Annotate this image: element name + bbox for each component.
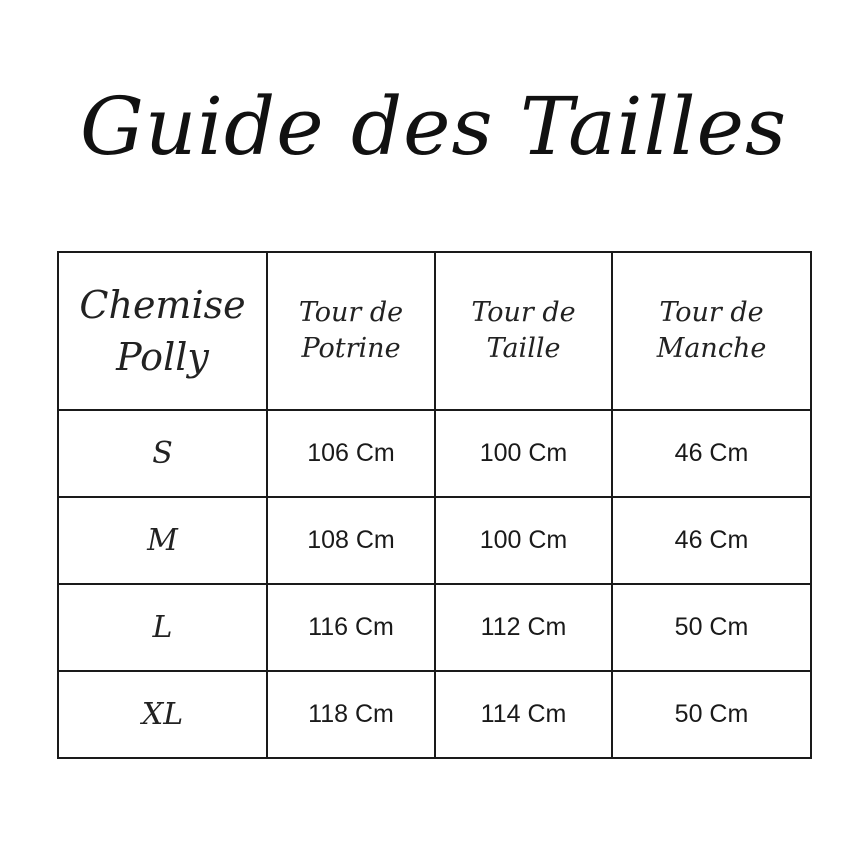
size-chart-table xyxy=(57,251,812,759)
size-label: L xyxy=(58,584,267,671)
waist-value: 100 Cm xyxy=(435,410,612,497)
size-label: M xyxy=(58,497,267,584)
header-sleeve-line2: Manche xyxy=(656,333,767,364)
sleeve-value: 50 Cm xyxy=(612,671,811,758)
chest-value: 116 Cm xyxy=(267,584,435,671)
header-cell-sleeve xyxy=(612,252,811,410)
chest-value: 108 Cm xyxy=(267,497,435,584)
header-waist-line2: Taille xyxy=(486,333,561,364)
table-row xyxy=(58,671,811,758)
header-waist-line1: Tour de xyxy=(471,297,576,328)
chest-value: 118 Cm xyxy=(267,671,435,758)
chest-value: 106 Cm xyxy=(267,410,435,497)
header-chest-line1: Tour de xyxy=(298,297,404,328)
table-row xyxy=(58,497,811,584)
waist-value: 112 Cm xyxy=(435,584,612,671)
page-title: Guide des Tailles xyxy=(79,80,788,173)
header-sleeve-line1: Tour de xyxy=(659,297,764,328)
header-cell-product xyxy=(58,252,267,410)
table-row xyxy=(58,584,811,671)
table-header-row xyxy=(58,252,811,410)
header-cell-chest xyxy=(267,252,435,410)
sleeve-value: 46 Cm xyxy=(612,410,811,497)
table-row xyxy=(58,410,811,497)
header-chest-line2: Potrine xyxy=(301,333,401,364)
product-name-line1: Chemise xyxy=(79,283,246,327)
waist-value: 114 Cm xyxy=(435,671,612,758)
size-label: S xyxy=(58,410,267,497)
product-name-line2: Polly xyxy=(116,335,209,379)
sleeve-value: 50 Cm xyxy=(612,584,811,671)
header-cell-waist xyxy=(435,252,612,410)
size-label: XL xyxy=(58,671,267,758)
sleeve-value: 46 Cm xyxy=(612,497,811,584)
waist-value: 100 Cm xyxy=(435,497,612,584)
